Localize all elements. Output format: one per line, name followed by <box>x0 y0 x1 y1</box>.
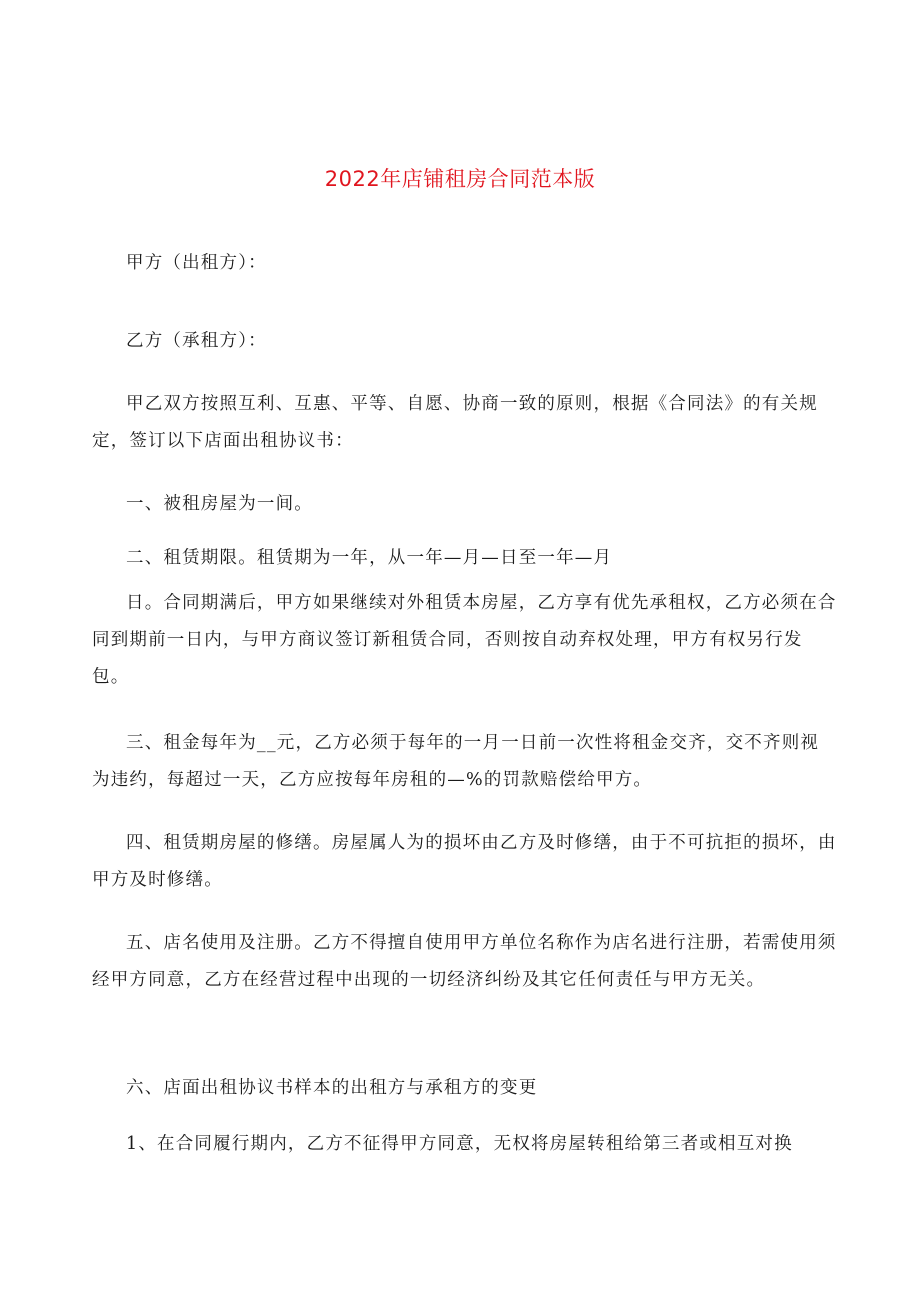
party-b-line: 乙方（承租方）： <box>126 331 267 351</box>
document-title: 2022年店铺租房合同范本版 <box>324 167 596 191</box>
clause-6-item-1: 1、在合同履行期内，乙方不征得甲方同意，无权将房屋转租给第三者或相互对换 <box>126 1134 793 1154</box>
clause-3: 三、租金每年为__元，乙方必须于每年的一月一日前一次性将租金交齐，交不齐则视为违约，每超过一天，乙方应按每年房租的—%的罚款赔偿给甲方。 <box>92 733 820 790</box>
clause-2-heading: 二、租赁期限。租赁期为一年，从一年—月—日至一年—月 <box>126 548 613 568</box>
clause-5: 五、店名使用及注册。乙方不得擅自使用甲方单位名称作为店名进行注册，若需使用须经甲方同意，乙方在经营过程中出现的一切经济纠纷及其它任何责任与甲方无关。 <box>92 933 837 990</box>
clause-6-heading: 六、店面出租协议书样本的出租方与承租方的变更 <box>126 1078 538 1098</box>
intro-paragraph: 甲乙双方按照互利、互惠、平等、自愿、协商一致的原则，根据《合同法》的有关规定，签订以下店面出租协议书： <box>92 394 818 451</box>
clause-1: 一、被租房屋为一间。 <box>126 494 313 514</box>
clause-2-body: 日。合同期满后，甲方如果继续对外租赁本房屋，乙方享有优先承租权，乙方必须在合同到期前一日内，与甲方商议签订新租赁合同，否则按自动弃权处理，甲方有权另行发包。 <box>92 593 837 687</box>
party-a-line: 甲方（出租方）： <box>126 253 267 273</box>
clause-4: 四、租赁期房屋的修缮。房屋属人为的损坏由乙方及时修缮，由于不可抗拒的损坏，由甲方及时修缮。 <box>92 833 837 890</box>
